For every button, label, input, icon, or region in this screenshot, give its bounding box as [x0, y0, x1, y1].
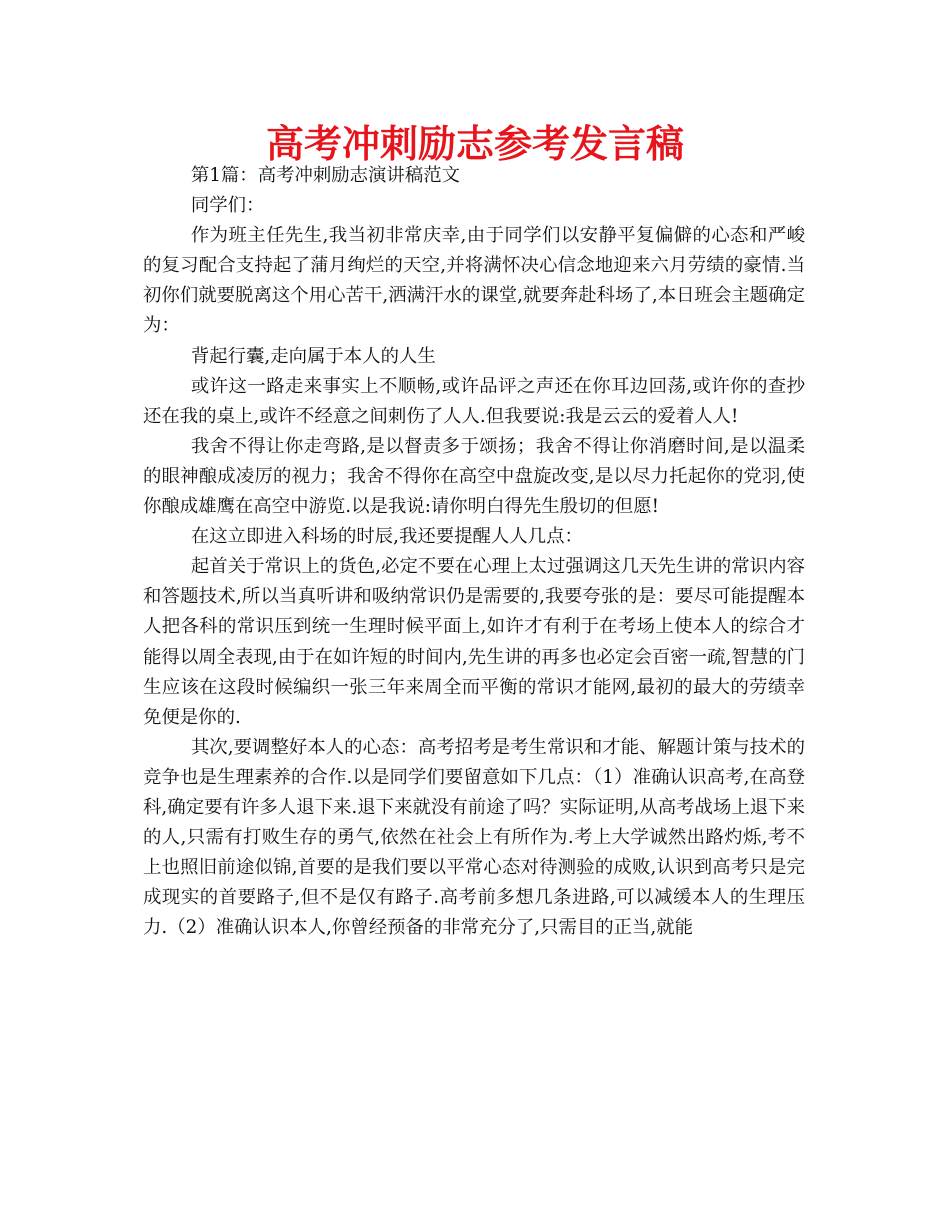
- paragraph-heading: 第1篇：高考冲刺励志演讲稿范文: [190, 165, 460, 186]
- paragraph: 我舍不得让你走弯路,是以督责多于颂扬；我舍不得让你消磨时间,是以温柔的眼神酿成凌厉的视力；我舍不得你在高空中盘旋改变,是以尽力托起你的党羽,使你酿成雄鹰在高空中游览.以是我说:请你明白得先生殷切的但愿!: [143, 435, 805, 518]
- document-title: 高考冲刺励志参考发言稿: [265, 122, 684, 166]
- paragraph: 其次,要调整好本人的心态：高考招考是考生常识和才能、解题计策与技术的竞争也是生理素养的合作.以是同学们要留意如下几点：（1）准确认识高考,在高登科,确定要有许多人退下来.退下来就没有前途了吗？实际证明,从高考战场上退下来的人,只需有打败生存的勇气,依然在社会上有所作为.考上大学诚然出路灼烁,考不上也照旧前途似锦,首要的是我们要以平常心态对待测验的成败,认识到高考只是完成现实的首要路子,但不是仅有路子.高考前多想几条进路,可以减缓本人的生理压力.（2）准确认识本人,你曾经预备的非常充分了,只需目的正当,就能: [143, 736, 805, 939]
- paragraph-salutation: 同学们：: [190, 195, 265, 217]
- paragraph-theme: 背起行囊,走向属于本人的人生: [190, 345, 436, 367]
- paragraph: 在这立即进入科场的时辰,我还要提醒人人几点：: [190, 526, 583, 548]
- document-body: [143, 161, 805, 943]
- paragraph: 或许这一路走来事实上不顺畅,或许品评之声还在你耳边回荡,或许你的查抄还在我的桌上,或许不经意之间刺伤了人人.但我要说:我是云云的爱着人人!: [143, 375, 805, 427]
- paragraph: 作为班主任先生,我当初非常庆幸,由于同学们以安静平复偏僻的心态和严峻的复习配合支持起了蒲月绚烂的天空,并将满怀决心信念地迎来六月劳绩的豪情.当初你们就要脱离这个用心苦干,洒满汗水的课堂,就要奔赴科场了,本日班会主题确定为：: [143, 225, 805, 337]
- paragraph: 起首关于常识上的货色,必定不要在心理上太过强调这几天先生讲的常识内容和答题技术,所以当真听讲和吸纳常识仍是需要的,我要夸张的是：要尽可能提醒本人把各科的常识压到统一生理时候平面上,如许才有利于在考场上使本人的综合才能得以周全表现,由于在如许短的时间内,先生讲的再多也必定会百密一疏,智慧的门生应该在这段时候编织一张三年来周全而平衡的常识才能网,最初的最大的劳绩幸免便是你的.: [143, 556, 805, 728]
